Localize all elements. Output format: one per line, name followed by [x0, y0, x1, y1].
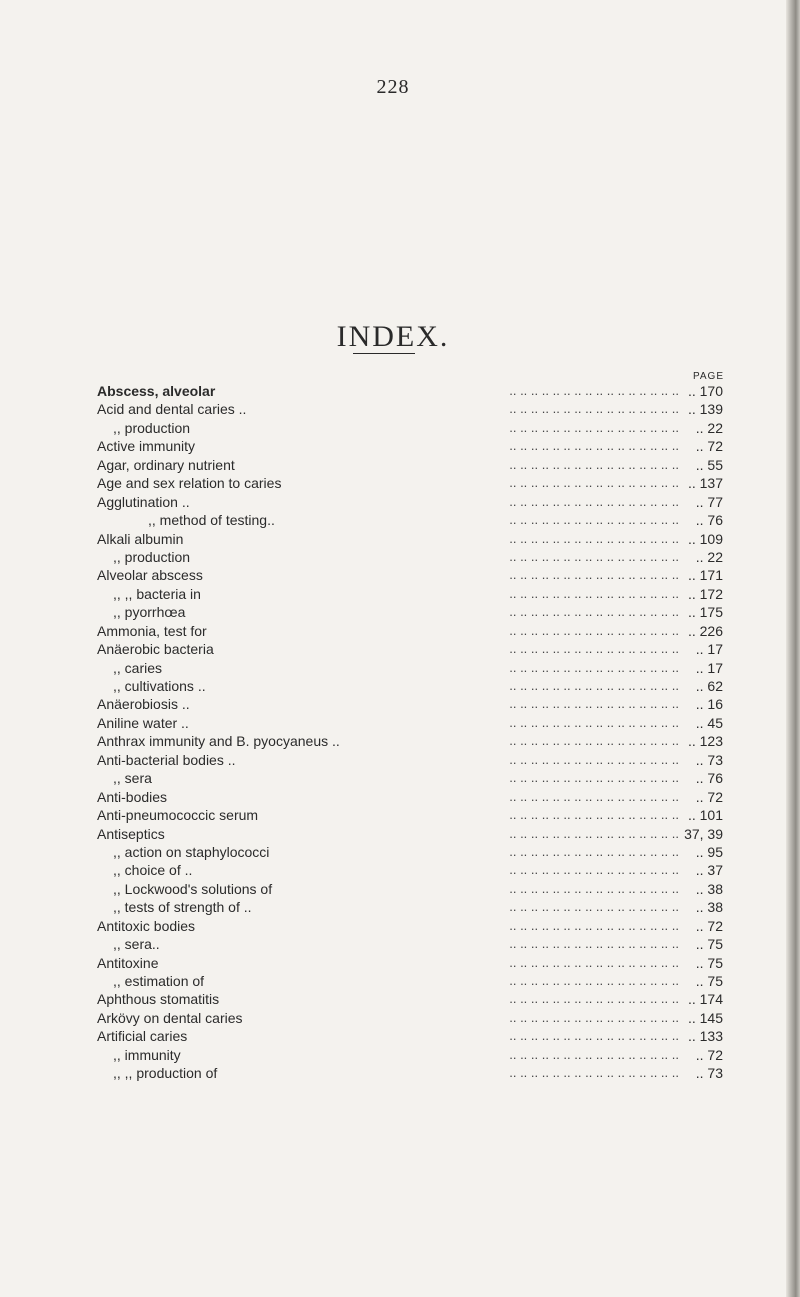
dot-leaders: .. .. .. .. .. .. .. .. .. .. .. .. .. .. .. ..: [509, 512, 679, 528]
dot-leaders: .. .. .. .. .. .. .. .. .. .. .. .. .. .. .. ..: [509, 438, 679, 454]
entry-label: Antiseptics: [97, 825, 165, 842]
entry-page-number: .. 72: [695, 1046, 723, 1063]
entry-page-number: .. 38: [695, 880, 723, 897]
entry-page-number: .. 95: [695, 843, 723, 860]
entry-label: Active immunity: [97, 438, 196, 455]
dot-leaders: .. .. .. .. .. .. .. .. .. .. .. .. .. .. .. ..: [509, 493, 679, 509]
dot-leaders: .. .. .. .. .. .. .. .. .. .. .. .. .. .. .. ..: [509, 419, 679, 435]
entry-page-number: .. 133: [687, 1028, 723, 1045]
index-entry: [97, 1046, 723, 1064]
dot-leaders: .. .. .. .. .. .. .. .. .. .. .. .. .. .. .. ..: [509, 548, 679, 564]
dot-leaders: .. .. .. .. .. .. .. .. .. .. .. .. .. .. .. ..: [509, 843, 679, 859]
entry-label: Aniline water ..: [97, 714, 189, 731]
dot-leaders: .. .. .. .. .. .. .. .. .. .. .. .. .. .. .. ..: [509, 862, 679, 878]
dot-leaders: .. .. .. .. .. .. .. .. .. .. .. .. .. .. .. ..: [509, 714, 679, 730]
index-entry: [97, 972, 723, 990]
entry-label: ,, pyorrhœa: [113, 604, 186, 621]
dot-leaders: .. .. .. .. .. .. .. .. .. .. .. .. .. .. .. ..: [509, 567, 679, 583]
dot-leaders: .. .. .. .. .. .. .. .. .. .. .. .. .. .. .. ..: [509, 936, 679, 952]
entry-label: Artificial caries: [97, 1028, 188, 1045]
dot-leaders: .. .. .. .. .. .. .. .. .. .. .. .. .. .. .. ..: [509, 604, 679, 620]
entry-page-number: .. 37: [695, 862, 723, 879]
index-entry: [97, 769, 723, 787]
entry-page-number: .. 75: [695, 936, 723, 953]
dot-leaders: .. .. .. .. .. .. .. .. .. .. .. .. .. .. .. ..: [509, 678, 679, 693]
index-entry: [97, 917, 723, 935]
dot-leaders: .. .. .. .. .. .. .. .. .. .. .. .. .. .. .. ..: [509, 1065, 679, 1081]
index-entry: [97, 751, 723, 769]
index-entry: [97, 474, 723, 492]
dot-leaders: .. .. .. .. .. .. .. .. .. .. .. .. .. .. .. ..: [509, 456, 679, 472]
entry-page-number: .. 17: [695, 641, 723, 658]
index-entry: [97, 843, 723, 861]
index-list: [97, 382, 723, 1083]
entry-page-number: .. 145: [687, 1009, 723, 1026]
entry-label: ,, ,, bacteria in: [113, 585, 201, 602]
index-entry: [97, 530, 723, 548]
index-entry: [97, 382, 723, 400]
entry-page-number: .. 17: [695, 659, 723, 676]
entry-label: ,, Lockwood's solutions of: [113, 880, 273, 897]
entry-label: Ammonia, test for: [97, 622, 207, 639]
dot-leaders: .. .. .. .. .. .. .. .. .. .. .. .. .. .. .. ..: [509, 696, 679, 712]
index-entry: [97, 898, 723, 916]
entry-label: ,, sera: [113, 770, 152, 787]
entry-label: ,, method of testing..: [148, 512, 275, 529]
entry-label: Arkövy on dental caries: [97, 1009, 243, 1026]
dot-leaders: .. .. .. .. .. .. .. .. .. .. .. .. .. .. .. ..: [509, 1009, 679, 1025]
index-entry: [97, 1009, 723, 1027]
index-entry: [97, 861, 723, 879]
entry-page-number: .. 72: [695, 788, 723, 805]
entry-page-number: .. 22: [695, 548, 723, 565]
entry-label: Antitoxine: [97, 954, 159, 971]
index-entry: [97, 880, 723, 898]
entry-label: ,, production: [113, 419, 191, 436]
entry-label: ,, caries: [113, 659, 163, 676]
dot-leaders: .. .. .. .. .. .. .. .. .. .. .. .. .. .. .. ..: [509, 530, 679, 546]
index-entry: [97, 640, 723, 658]
entry-page-number: .. 76: [695, 512, 723, 529]
index-entry: [97, 603, 723, 621]
dot-leaders: .. .. .. .. .. .. .. .. .. .. .. .. .. .. .. ..: [509, 788, 679, 804]
entry-page-number: .. 174: [687, 991, 723, 1008]
dot-leaders: .. .. .. .. .. .. .. .. .. .. .. .. .. .. .. ..: [509, 1028, 679, 1044]
entry-label: ,, tests of strength of ..: [113, 899, 252, 916]
index-entry: [97, 548, 723, 566]
entry-label: Anti-bacterial bodies ..: [97, 751, 236, 768]
dot-leaders: .. .. .. .. .. .. .. .. .. .. .. .. .. .. .. ..: [509, 641, 679, 657]
entry-label: Alveolar abscess: [97, 567, 203, 584]
entry-page-number: .. 16: [695, 696, 723, 713]
entry-page-number: .. 45: [695, 714, 723, 731]
index-entry: [97, 419, 723, 437]
index-entry: [97, 659, 723, 677]
index-entry: [97, 935, 723, 953]
entry-page-number: .. 175: [687, 604, 723, 621]
entry-label: Antitoxic bodies: [97, 917, 196, 934]
index-entry: [97, 493, 723, 511]
entry-page-number: .. 77: [695, 493, 723, 510]
page-edge-shadow: [786, 0, 800, 1297]
dot-leaders: .. .. .. .. .. .. .. .. .. .. .. .. .. .. .. ..: [509, 825, 679, 841]
entry-label: Anti-bodies: [97, 788, 168, 805]
dot-leaders: .. .. .. .. .. .. .. .. .. .. .. .. .. .. .. ..: [509, 401, 679, 417]
page-column-label: PAGE: [692, 371, 724, 382]
entry-label: Anthrax immunity and B. pyocyaneus ..: [97, 733, 340, 750]
entry-label: ,, estimation of: [113, 973, 205, 989]
index-entry: [97, 585, 723, 603]
entry-label: Anäerobiosis ..: [97, 696, 190, 713]
page-number: 228: [376, 76, 410, 98]
entry-page-number: .. 38: [695, 899, 723, 916]
index-entry: [97, 677, 723, 695]
index-entry: [97, 732, 723, 750]
entry-page-number: .. 62: [695, 678, 723, 694]
entry-label: Age and sex relation to caries: [97, 475, 282, 492]
entry-page-number: .. 72: [695, 438, 723, 455]
entry-page-number: .. 123: [687, 733, 723, 750]
index-entry: [97, 511, 723, 529]
entry-label: Agar, ordinary nutrient: [97, 456, 235, 473]
index-entry: [97, 714, 723, 732]
index-entry: [97, 695, 723, 713]
entry-page-number: .. 55: [695, 456, 723, 473]
entry-label: ,, sera..: [113, 936, 160, 953]
entry-page-number: .. 73: [695, 751, 723, 768]
entry-label: ,, action on staphylococci: [113, 843, 270, 860]
entry-label: ,, cultivations ..: [113, 678, 206, 694]
index-entry: [97, 566, 723, 584]
entry-page-number: .. 226: [687, 622, 723, 639]
entry-page-number: .. 76: [695, 770, 723, 787]
entry-label: ,, ,, production of: [113, 1065, 218, 1082]
entry-label: Agglutination ..: [97, 493, 190, 510]
index-entry: [97, 437, 723, 455]
dot-leaders: .. .. .. .. .. .. .. .. .. .. .. .. .. .. .. ..: [509, 991, 679, 1007]
dot-leaders: .. .. .. .. .. .. .. .. .. .. .. .. .. .. .. ..: [509, 880, 679, 896]
entry-page-number: .. 75: [695, 954, 723, 971]
index-entry: [97, 622, 723, 640]
index-entry: [97, 1027, 723, 1045]
dot-leaders: .. .. .. .. .. .. .. .. .. .. .. .. .. .. .. ..: [509, 733, 679, 749]
entry-label: Alkali albumin: [97, 530, 184, 547]
entry-page-number: .. 101: [687, 807, 723, 824]
entry-label: ,, immunity: [113, 1046, 181, 1063]
dot-leaders: .. .. .. .. .. .. .. .. .. .. .. .. .. .. .. ..: [509, 659, 679, 675]
entry-page-number: .. 171: [687, 567, 723, 584]
dot-leaders: .. .. .. .. .. .. .. .. .. .. .. .. .. .. .. ..: [509, 1046, 679, 1062]
dot-leaders: .. .. .. .. .. .. .. .. .. .. .. .. .. .. .. ..: [509, 954, 679, 970]
dot-leaders: .. .. .. .. .. .. .. .. .. .. .. .. .. .. .. ..: [509, 475, 679, 491]
index-entry: [97, 990, 723, 1008]
dot-leaders: .. .. .. .. .. .. .. .. .. .. .. .. .. .. .. ..: [509, 973, 679, 988]
index-entry: [97, 400, 723, 418]
entry-page-number: .. 109: [687, 530, 723, 547]
dot-leaders: .. .. .. .. .. .. .. .. .. .. .. .. .. .. .. ..: [509, 622, 679, 638]
entry-page-number: 37, 39: [684, 825, 723, 842]
index-entry: [97, 954, 723, 972]
entry-label: ,, choice of ..: [113, 862, 193, 879]
entry-label: Anti-pneumococcic serum: [97, 807, 259, 824]
entry-page-number: .. 139: [687, 401, 723, 418]
index-title: INDEX.: [336, 320, 450, 354]
title-divider: [353, 353, 415, 354]
dot-leaders: .. .. .. .. .. .. .. .. .. .. .. .. .. .. .. ..: [509, 751, 679, 767]
index-entry: [97, 1064, 723, 1082]
entry-label: Abscess, alveolar: [97, 383, 216, 399]
dot-leaders: .. .. .. .. .. .. .. .. .. .. .. .. .. .. .. ..: [509, 807, 679, 823]
entry-page-number: .. 72: [695, 917, 723, 934]
entry-label: Anäerobic bacteria: [97, 641, 214, 658]
entry-page-number: .. 137: [687, 475, 723, 492]
dot-leaders: .. .. .. .. .. .. .. .. .. .. .. .. .. .. .. ..: [509, 383, 679, 398]
entry-page-number: .. 73: [695, 1065, 723, 1082]
index-entry: [97, 788, 723, 806]
index-entry: [97, 825, 723, 843]
index-entry: [97, 456, 723, 474]
index-entry: [97, 806, 723, 824]
entry-page-number: .. 172: [687, 585, 723, 602]
dot-leaders: .. .. .. .. .. .. .. .. .. .. .. .. .. .. .. ..: [509, 917, 679, 933]
entry-label: Acid and dental caries ..: [97, 401, 247, 418]
dot-leaders: .. .. .. .. .. .. .. .. .. .. .. .. .. .. .. ..: [509, 899, 679, 915]
entry-label: ,, production: [113, 548, 191, 565]
entry-page-number: .. 22: [695, 419, 723, 436]
dot-leaders: .. .. .. .. .. .. .. .. .. .. .. .. .. .. .. ..: [509, 770, 679, 786]
entry-page-number: .. 170: [687, 383, 723, 399]
entry-page-number: .. 75: [695, 973, 723, 989]
entry-label: Aphthous stomatitis: [97, 991, 220, 1008]
dot-leaders: .. .. .. .. .. .. .. .. .. .. .. .. .. .. .. ..: [509, 585, 679, 601]
